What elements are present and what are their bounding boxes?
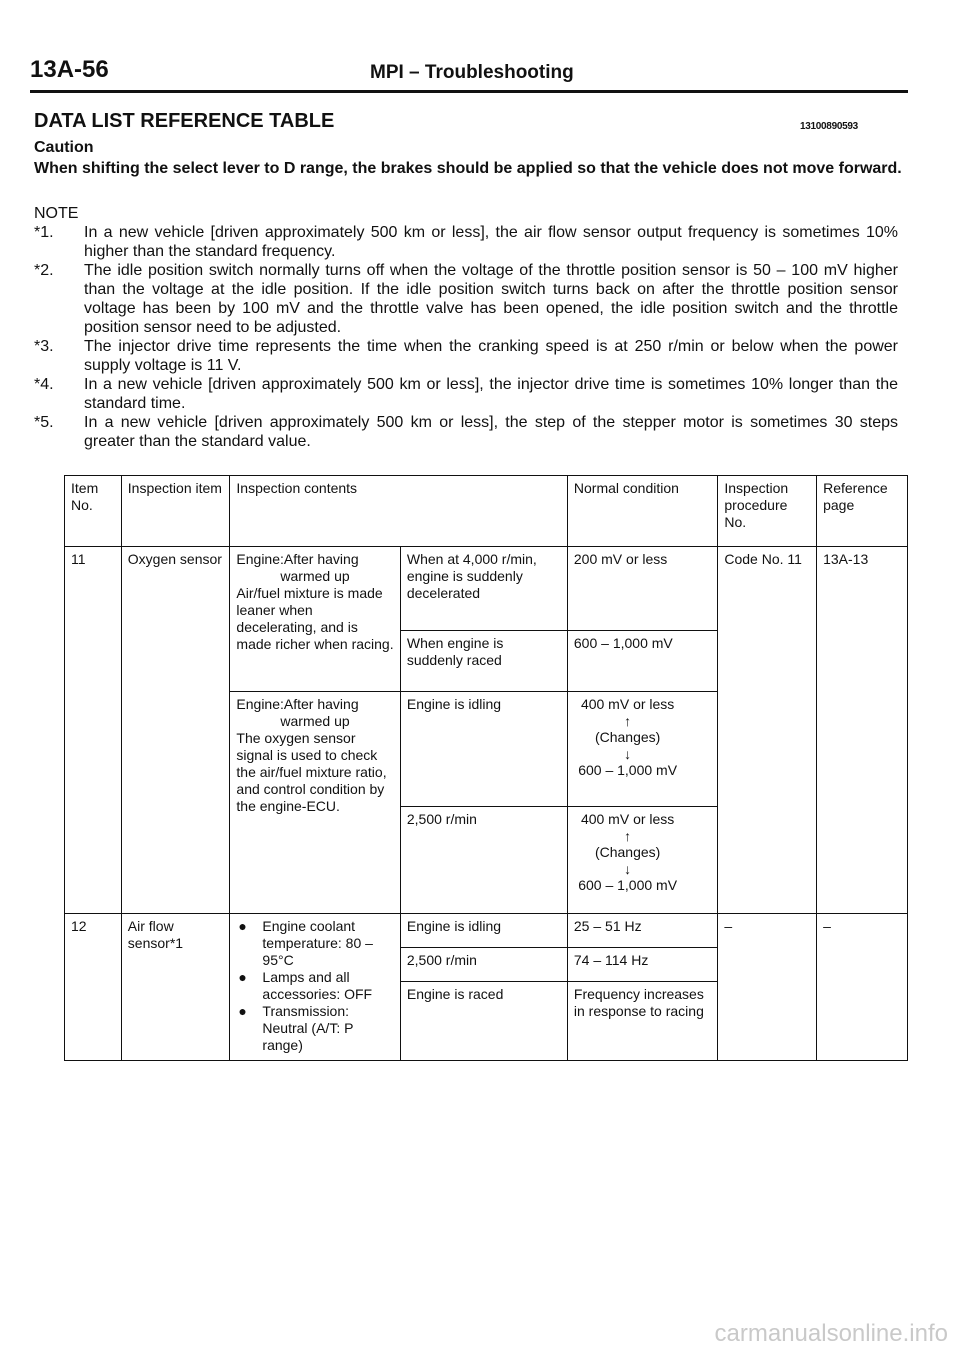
normal-value-stack: [574, 811, 711, 894]
cell-normal-condition: 200 mV or less: [567, 547, 717, 631]
bullet-item: [236, 918, 393, 969]
note-text: In a new vehicle [driven approximately 500 km or less], the injector drive time is sometimes 10% longer than the standard time.: [84, 376, 898, 412]
header-inspection-contents: Inspection contents: [230, 476, 567, 547]
note-item: [34, 261, 898, 337]
watermark: carmanualsonline.info: [714, 1320, 948, 1347]
bullet-text: Engine coolant temperature: 80 – 95°C: [262, 918, 373, 968]
note-mark: *3.: [34, 338, 54, 355]
data-list-table: [64, 475, 908, 1061]
note-text: The idle position switch normally turns off when the voltage of the throttle position sensor is 50 – 100 mV higher than the voltage at the idle position. If the idle position switch turns back on after the throttle position sensor voltage has been by 100 mV and the throttle valve has been opened, the idle position switch and the throttle position sensor need to be adjusted.: [84, 262, 898, 336]
bullet-icon: ●: [238, 1003, 247, 1019]
contents-description: The oxygen sensor signal is used to check the air/fuel mixture ratio, and control condition by the engine-ECU.: [236, 730, 387, 814]
cell-condition: When engine is suddenly raced: [400, 631, 567, 692]
header-item-no: Item No.: [65, 476, 122, 547]
normal-value-changes: (Changes): [594, 844, 661, 860]
engine-state: Engine:After having: [236, 696, 359, 712]
note-text: In a new vehicle [driven approximately 500 km or less], the step of the stepper motor is sometimes 30 steps greater than the standard value.: [84, 414, 898, 450]
cell-reference: –: [817, 914, 908, 1061]
cell-normal-condition: [567, 807, 717, 914]
bullet-icon: ●: [238, 969, 247, 985]
cell-inspection-contents: [230, 547, 400, 692]
arrow-up-icon: ↑: [624, 713, 632, 729]
cell-inspection-contents: [230, 692, 400, 914]
normal-value-changes: (Changes): [594, 729, 661, 745]
page-header-title: MPI – Troubleshooting: [370, 62, 574, 83]
normal-value-high: 600 – 1,000 mV: [578, 762, 678, 778]
cell-procedure: Code No. 11: [718, 547, 817, 914]
note-list: [34, 223, 898, 451]
cell-normal-condition: 600 – 1,000 mV: [567, 631, 717, 692]
cell-normal-condition: 25 – 51 Hz: [567, 914, 717, 948]
bullet-icon: ●: [238, 918, 247, 934]
cell-normal-condition: 74 – 114 Hz: [567, 948, 717, 982]
cell-inspection-item: Air flow sensor*1: [121, 914, 230, 1061]
note-heading: NOTE: [34, 205, 79, 222]
note-item: [34, 413, 898, 451]
header-rule: [30, 90, 908, 93]
normal-value-low: 400 mV or less: [580, 811, 675, 827]
cell-item-no: 11: [65, 547, 122, 914]
cell-reference: 13A-13: [817, 547, 908, 914]
note-mark: *5.: [34, 414, 54, 431]
cell-condition: 2,500 r/min: [400, 948, 567, 982]
header-normal-condition: Normal condition: [567, 476, 717, 547]
cell-inspection-contents: [230, 914, 400, 1061]
engine-state-cont: warmed up: [280, 568, 350, 584]
note-mark: *4.: [34, 376, 54, 393]
cell-condition: Engine is idling: [400, 914, 567, 948]
bullet-item: [236, 1003, 393, 1054]
cell-inspection-item: Oxygen sensor: [121, 547, 230, 914]
section-title: DATA LIST REFERENCE TABLE: [34, 110, 335, 132]
note-text: The injector drive time represents the time when the cranking speed is at 250 r/min or below when the power supply voltage is 11 V.: [84, 338, 898, 374]
cell-normal-condition: [567, 692, 717, 807]
page-number: 13A-56: [30, 56, 109, 83]
note-item: [34, 223, 898, 261]
normal-value-high: 600 – 1,000 mV: [578, 877, 678, 893]
caution-text: When shifting the select lever to D range, the brakes should be applied so that the vehicle does not move forward.: [34, 160, 902, 177]
condition-bullets: [236, 918, 393, 1054]
header-inspection-item: Inspection item: [121, 476, 230, 547]
engine-state: Engine:After having: [236, 551, 359, 567]
cell-procedure: –: [718, 914, 817, 1061]
note-mark: *2.: [34, 262, 54, 279]
cell-condition: 2,500 r/min: [400, 807, 567, 914]
note-item: [34, 375, 898, 413]
arrow-up-icon: ↑: [624, 828, 632, 844]
cell-condition: Engine is idling: [400, 692, 567, 807]
caution-heading: Caution: [34, 139, 94, 156]
normal-value-stack: [574, 696, 711, 779]
bullet-item: [236, 969, 393, 1003]
header-reference-page: Reference page: [817, 476, 908, 547]
table-row: [65, 914, 908, 948]
bullet-text: Lamps and all accessories: OFF: [262, 969, 373, 1002]
note-mark: *1.: [34, 224, 54, 241]
contents-description: Air/fuel mixture is made leaner when decelerating, and is made richer when racing.: [236, 585, 394, 652]
table-row: [65, 547, 908, 631]
arrow-down-icon: ↓: [624, 861, 632, 877]
cell-condition: Engine is raced: [400, 982, 567, 1061]
cell-item-no: 12: [65, 914, 122, 1061]
note-item: [34, 337, 898, 375]
section-code: 13100890593: [800, 121, 858, 132]
note-text: In a new vehicle [driven approximately 500 km or less], the air flow sensor output frequency is sometimes 10% higher than the standard frequency.: [84, 224, 898, 260]
arrow-down-icon: ↓: [624, 746, 632, 762]
bullet-text: Transmission: Neutral (A/T: P range): [262, 1003, 354, 1053]
cell-condition: When at 4,000 r/min, engine is suddenly decelerated: [400, 547, 567, 631]
engine-state-cont: warmed up: [280, 713, 350, 729]
cell-normal-condition: Frequency increases in response to racing: [567, 982, 717, 1061]
normal-value-low: 400 mV or less: [580, 696, 675, 712]
header-inspection-procedure: Inspection procedure No.: [718, 476, 817, 547]
table-header-row: [65, 476, 908, 547]
